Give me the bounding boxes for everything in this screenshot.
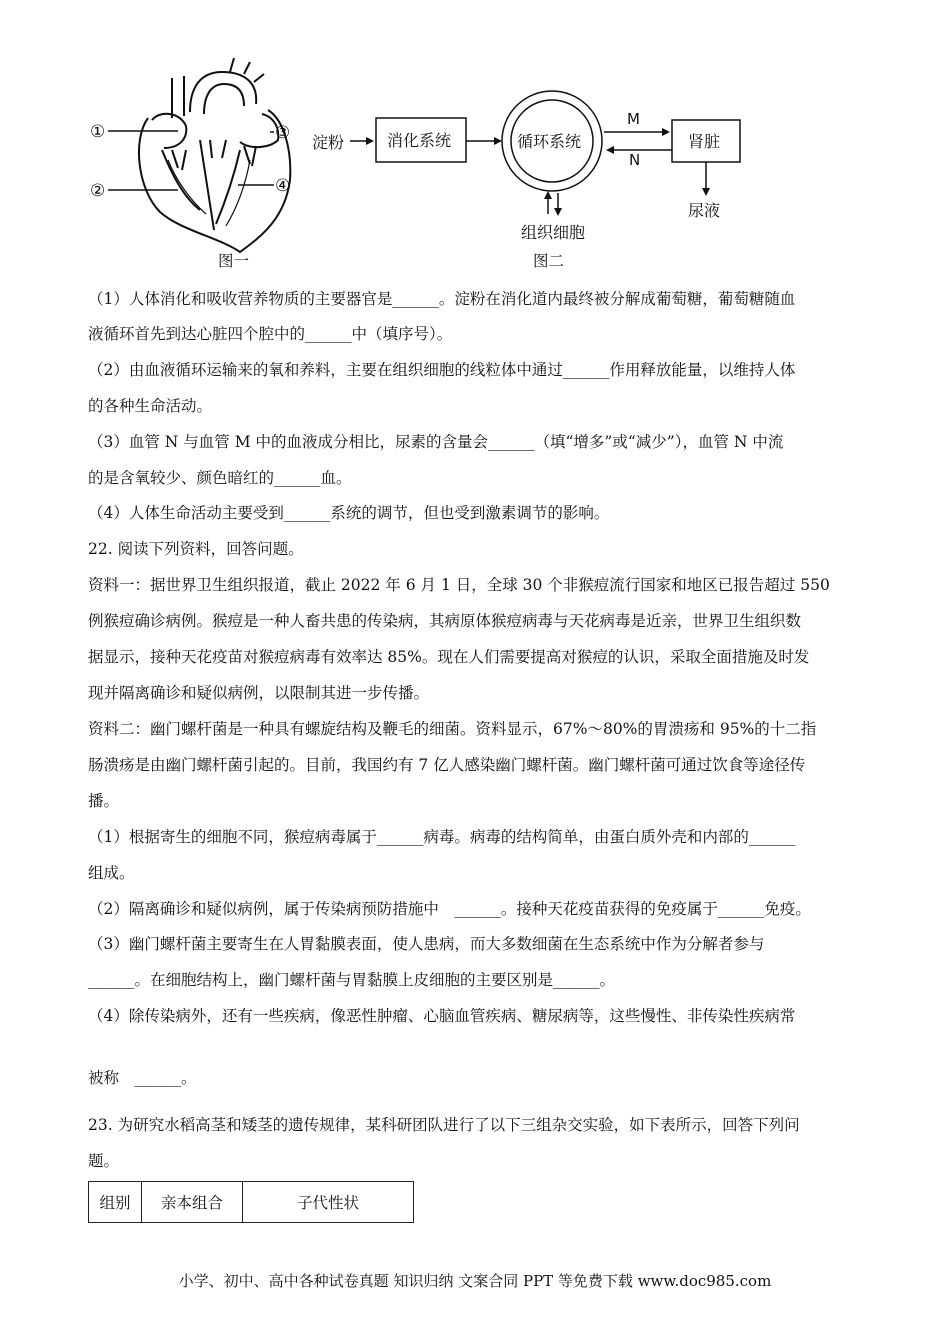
table-header-row xyxy=(89,1182,414,1223)
digestive-system-label: 消化系统 xyxy=(387,131,452,150)
heart-label-3: ③ xyxy=(275,123,291,143)
table-header-group: 组别 xyxy=(89,1182,142,1223)
q23-line1: 23. 为研究水稻高茎和矮茎的遗传规律，某科研团队进行了以下三组杂交实验，如下表所示，回答下列问 xyxy=(88,1116,800,1134)
material1-line4: 现并隔离确诊和疑似病例，以限制其进一步传播。 xyxy=(88,684,430,702)
vessel-m-label: M xyxy=(627,110,640,128)
q22-3-line2: ______。在细胞结构上，幽门螺杆菌与胃黏膜上皮细胞的主要区别是______。 xyxy=(88,971,616,989)
material1-line1: 资料一：据世界卫生组织报道，截止 2022 年 6 月 1 日，全球 30 个非猴痘流行国家和地区已报告超过 550 xyxy=(88,576,830,594)
q21-2-line1: （2）由血液循环运输来的氧和养料，主要在组织细胞的线粒体中通过______作用释放能量，以维持人体 xyxy=(88,361,796,379)
q22-heading: 22. 阅读下列资料，回答问题。 xyxy=(88,540,304,558)
heart-diagram xyxy=(139,58,290,252)
q21-1-line2: 液循环首先到达心脏四个腔中的______中（填序号）。 xyxy=(88,325,453,343)
q21-3-line2: 的是含氧较少、颜色暗红的______血。 xyxy=(88,469,352,487)
q22-2-line1: （2）隔离确诊和疑似病例，属于传染病预防措施中 ______。接种天花疫苗获得的免疫属于______免疫。 xyxy=(88,900,811,918)
q21-2-line2: 的各种生命活动。 xyxy=(88,397,213,415)
q21-1-line1: （1）人体消化和吸收营养物质的主要器官是______。淀粉在消化道内最终被分解成葡萄糖，葡萄糖随血 xyxy=(88,290,796,308)
table-header-offspring: 子代性状 xyxy=(243,1182,414,1223)
page-footer: 小学、初中、高中各种试卷真题 知识归纳 文案合同 PPT 等免费下载 www.doc985.com xyxy=(178,1272,772,1290)
q22-1-line1: （1）根据寄生的细胞不同，猴痘病毒属于______病毒。病毒的结构简单，由蛋白质外壳和内部的______ xyxy=(88,828,796,846)
q22-1-line2: 组成。 xyxy=(88,864,135,882)
q23-line2: 题。 xyxy=(88,1152,120,1170)
heart-labels xyxy=(90,122,290,201)
table-header-parents: 亲本组合 xyxy=(142,1182,243,1223)
q22-3-line1: （3）幽门螺杆菌主要寄生在人胃黏膜表面，使人患病，而大多数细菌在生态系统中作为分解者参与 xyxy=(88,935,765,953)
material1-line3: 据显示，接种天花疫苗对猴痘病毒有效率达 85%。现在人们需要提高对猴痘的认识，采取全面措施及时发 xyxy=(88,648,810,666)
material1-line2: 例猴痘确诊病例。猴痘是一种人畜共患的传染病，其病原体猴痘病毒与天花病毒是近亲，世界卫生组织数 xyxy=(88,612,802,630)
q21-3-line1: （3）血管 N 与血管 M 中的血液成分相比，尿素的含量会______（填“增多”或“减少”），血管 N 中流 xyxy=(88,433,784,451)
heart-label-1: ① xyxy=(90,122,106,142)
tissue-cells-label: 组织细胞 xyxy=(521,223,586,242)
heart-label-4: ④ xyxy=(275,176,291,196)
fig2-caption: 图二 xyxy=(533,252,565,270)
figure-area xyxy=(0,0,950,280)
vessel-n-label: N xyxy=(629,151,641,169)
kidney-label: 肾脏 xyxy=(688,132,721,151)
flow-diagram xyxy=(312,91,740,270)
q22-4-line2: 被称 ______。 xyxy=(88,1069,197,1087)
q22-4-line1: （4）除传染病外，还有一些疾病，像恶性肿瘤、心脑血管疾病、糖尿病等，这些慢性、非传染性疾病常 xyxy=(88,1007,796,1025)
q23-table xyxy=(88,1181,414,1223)
q21-4-line1: （4）人体生命活动主要受到______系统的调节，但也受到激素调节的影响。 xyxy=(88,504,610,522)
material2-line3: 播。 xyxy=(88,792,120,810)
urine-label: 尿液 xyxy=(688,201,721,220)
heart-label-2: ② xyxy=(90,181,106,201)
material2-line2: 肠溃疡是由幽门螺杆菌引起的。目前，我国约有 7 亿人感染幽门螺杆菌。幽门螺杆菌可通过饮食等途径传 xyxy=(88,756,806,774)
circulatory-system-label: 循环系统 xyxy=(517,132,582,151)
starch-label: 淀粉 xyxy=(312,133,345,152)
material2-line1: 资料二：幽门螺杆菌是一种具有螺旋结构及鞭毛的细菌。资料显示，67%～80%的胃溃疡和 95%的十二指 xyxy=(88,720,817,738)
fig1-caption: 图一 xyxy=(218,252,250,270)
